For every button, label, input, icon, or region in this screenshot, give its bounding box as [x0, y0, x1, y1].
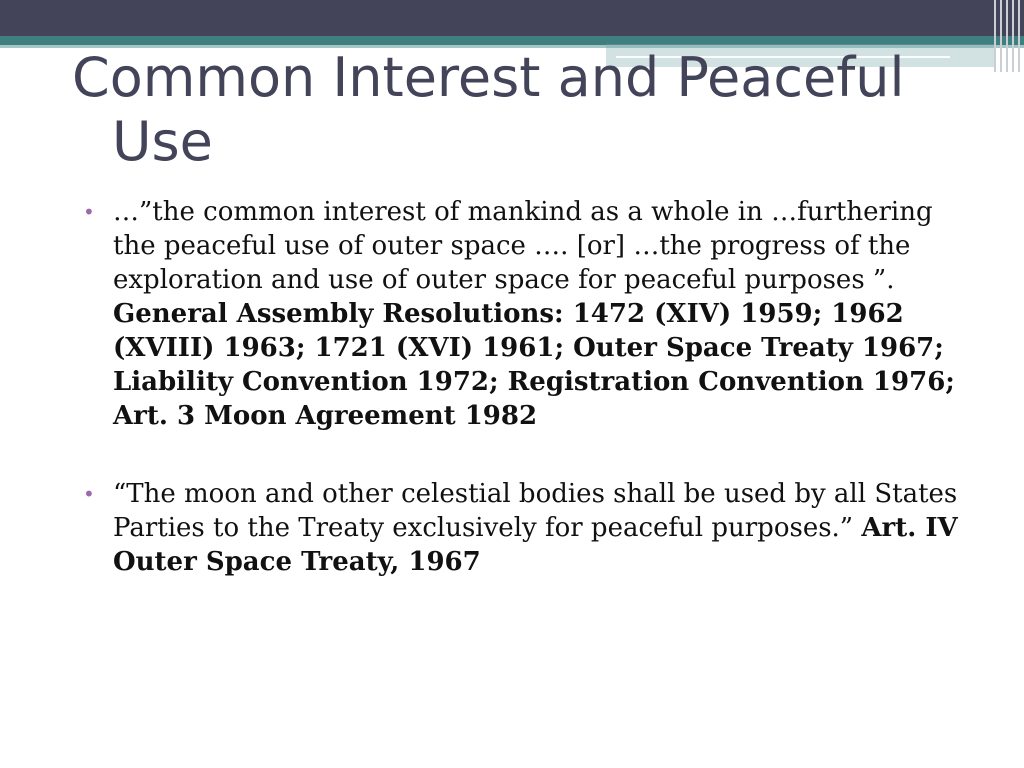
slide-content	[83, 195, 983, 623]
slide-title-line2: Use	[112, 110, 213, 173]
slide-title	[72, 46, 932, 174]
bullet-text	[113, 195, 983, 433]
header-right-stripes	[990, 0, 1024, 72]
header-dark-band	[0, 0, 1024, 36]
bullet-quote: “The moon and other celestial bodies shall be used by all States Parties to the Treaty exclusively for peaceful purposes.”	[113, 479, 958, 543]
bullet-icon: •	[83, 200, 95, 224]
bullet-text	[113, 477, 983, 579]
bullet-item	[83, 195, 983, 433]
slide-title-line1: Common Interest and Peaceful	[72, 46, 905, 109]
bullet-item	[83, 477, 983, 579]
bullet-citation: General Assembly Resolutions: 1472 (XIV) 1959; 1962 (XVIII) 1963; 1721 (XVI) 1961; Outer Space Treaty 1967; Liability Convention 1972; Registration Convention 1976; Art. 3 Moon Agreement 1982	[113, 299, 955, 431]
bullet-citation: Art. IV Outer Space Treaty, 1967	[113, 513, 958, 577]
bullet-quote: …”the common interest of mankind as a whole in …furthering the peaceful use of outer space …. [or] …the progress of the exploration and use of outer space for peaceful purposes ”.	[113, 197, 933, 295]
bullet-icon: •	[83, 482, 95, 506]
